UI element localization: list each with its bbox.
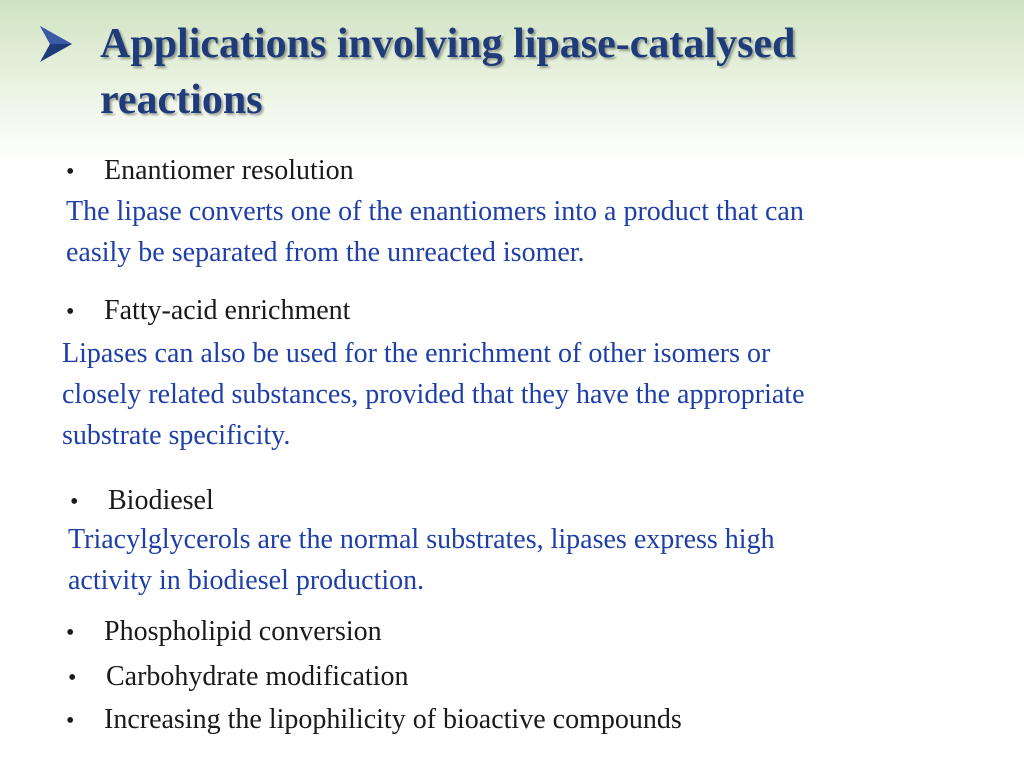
description-fatty-acid-enrichment (62, 333, 805, 456)
description-line: Triacylglycerols are the normal substrates, lipases express high (68, 524, 775, 555)
bullet-enantiomer-resolution (66, 154, 354, 189)
bullet-label: Fatty-acid enrichment (104, 295, 351, 326)
bullet-carbohydrate-modification (68, 660, 408, 695)
title-line-1: Applications involving lipase-catalysed (100, 21, 796, 67)
bullet-phospholipid-conversion (66, 615, 382, 650)
description-line: easily be separated from the unreacted isomer. (66, 237, 585, 268)
arrowhead-bullet-icon (38, 24, 74, 64)
title-line-2: reactions (100, 77, 263, 123)
bullet-dot-icon: • (66, 299, 75, 325)
page-title (100, 16, 1000, 128)
description-enantiomer-resolution (66, 191, 804, 273)
bullet-biodiesel (70, 484, 214, 519)
bullet-label: Carbohydrate modification (106, 661, 409, 692)
bullet-lipophilicity (66, 703, 682, 738)
description-biodiesel (68, 519, 775, 601)
description-line: substrate specificity. (62, 420, 291, 451)
bullet-label: Biodiesel (108, 485, 214, 516)
bullet-dot-icon: • (66, 708, 75, 734)
description-line: The lipase converts one of the enantiomers into a product that can (66, 196, 804, 227)
bullet-dot-icon: • (68, 665, 77, 691)
bullet-label: Increasing the lipophilicity of bioactive compounds (104, 704, 682, 735)
bullet-dot-icon: • (66, 159, 75, 185)
bullet-dot-icon: • (66, 620, 75, 646)
description-line: activity in biodiesel production. (68, 565, 425, 596)
bullet-label: Enantiomer resolution (104, 155, 354, 186)
bullet-dot-icon: • (70, 489, 79, 515)
bullet-label: Phospholipid conversion (104, 616, 382, 647)
description-line: closely related substances, provided that they have the appropriate (62, 379, 805, 410)
description-line: Lipases can also be used for the enrichment of other isomers or (62, 338, 771, 369)
bullet-fatty-acid-enrichment (66, 294, 350, 329)
